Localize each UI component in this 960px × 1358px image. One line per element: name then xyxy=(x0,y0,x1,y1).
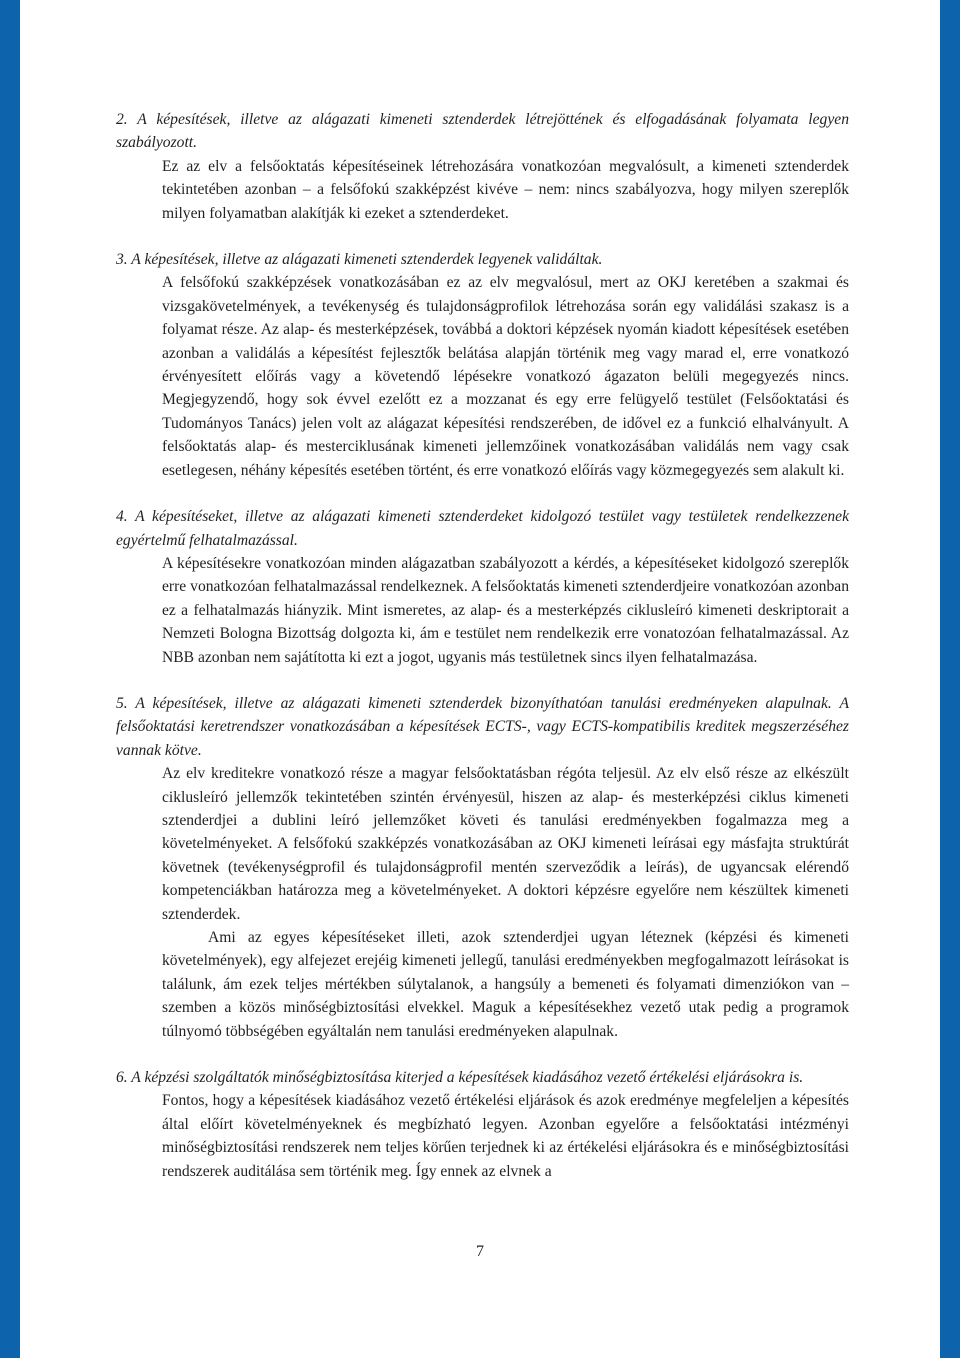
page-body xyxy=(116,108,849,1183)
left-side-bar xyxy=(0,0,20,1358)
section-4 xyxy=(116,505,849,669)
section-paragraph: A felsőfokú szakképzések vonatkozásában ez az elv megvalósul, mert az OKJ keretében a szakmai és vizsgakövetelmények, a tevékenység és tulajdonságprofilok létrehozása során egy validálási szakasz is a folyamat része. Az alap- és mesterképzések, továbbá a doktori képzések nyomán kiadott képesítések esetében azonban a validálás a képesítést fejlesztők belátása alapján történik meg vagy marad el, erre vonatkozó érvényesített előírás vagy a követendő lépésekre vonatkozó ágazaton belüli megegyezés nincs. Megjegyzendő, hogy sok évvel ezelőtt ez a mozzanat és egy erre felügyelő testület (Felsőoktatási és Tudományos Tanács) jelen volt az alágazat képesítési rendszerében, de idővel ez a funkció elhalványult. A felsőoktatás alap- és mesterciklusának kimeneti jellemzőinek vonatkozásában validálás nem vagy csak esetlegesen, néhány képesítés esetében történt, és erre vonatkozó előírás vagy közmegegyezés sem alakult ki. xyxy=(162,274,849,479)
section-paragraph: Ami az egyes képesítéseket illeti, azok sztenderdjei ugyan léteznek (képzési és kimeneti követelmények), egy alfejezet erejéig kimeneti jellegű, tanulási eredményekben megfogalmazott leírásokat is találunk, ám ezek teljes mértékben súlytalanok, a hangsúly a bemeneti és folyamati dimenziókon van – szemben a közös minőségbiztosítási elvekkel. Maguk a képesítésekhez vezető utak pedig a programok túlnyomó többségében egyáltalán nem tanulási eredményeken alapulnak. xyxy=(162,929,849,1040)
section-6 xyxy=(116,1066,849,1183)
section-3 xyxy=(116,248,849,482)
section-heading: 5. A képesítések, illetve az alágazati kimeneti sztenderdek bizonyíthatóan tanulási eredményeken alapulnak. A felsőoktatási keretrendszer vonatkozásában a képesítések ECTS-, vagy ECTS-kompatibilis kreditek megszerzéséhez vannak kötve. xyxy=(116,694,849,759)
section-heading: 2. A képesítések, illetve az alágazati kimeneti sztenderdek létrejöttének és elfogadásának folyamata legyen szabályozott. xyxy=(116,111,849,152)
section-5 xyxy=(116,692,849,1043)
section-heading: 6. A képzési szolgáltatók minőségbiztosítása kiterjed a képesítések kiadásához vezető értékelési eljárásokra is. xyxy=(116,1069,804,1087)
section-paragraph: Ez az elv a felsőoktatás képesítéseinek létrehozására vonatkozóan megvalósult, a kimeneti sztenderdek tekintetében azonban – a felsőfokú szakképzést kivéve – nem: nincs szabályozva, hogy milyen szereplők milyen folyamatban alakítják ki ezeket a sztenderdeket. xyxy=(162,157,849,222)
section-paragraph: Fontos, hogy a képesítések kiadásához vezető értékelési eljárások és azok eredménye megfeleljen a képesítés által előírt követelményeknek és megbízható legyen. Azonban egyelőre a felsőoktatási intézményi minőségbiztosítási rendszerek nem teljes körűen terjednek ki az értékelési eljárásokra és e minőségbiztosítási rendszerek auditálása sem történik meg. Így ennek az elvnek a xyxy=(162,1092,849,1180)
section-heading: 4. A képesítéseket, illetve az alágazati kimeneti sztenderdeket kidolgozó testület vagy testületek rendelkezzenek egyértelmű felhatalmazással. xyxy=(116,508,849,549)
section-paragraph: Az elv kreditekre vonatkozó része a magyar felsőoktatásban régóta teljesül. Az elv első része az elkészült ciklusleíró jellemzők tekintetében szintén érvényesül, hiszen az alap- és mesterképzési ciklus kimeneti sztenderdjei a dublini leíró jellemzőket követi és tanulási eredményekben fogalmazza meg a követelményeket. A felsőfokú szakképzés vonatkozásában az OKJ kimeneti leírásai egy másfajta struktúrát követnek (tevékenységprofil és tulajdonságprofil mentén szerveződik a leírás), de ugyancsak elérendő kompetenciákban határozza meg a követelményeket. A doktori képzésre egyelőre nem készültek kimeneti sztenderdek. xyxy=(162,765,849,923)
section-heading: 3. A képesítések, illetve az alágazati kimeneti sztenderdek legyenek validáltak. xyxy=(116,251,603,269)
section-2 xyxy=(116,108,849,225)
right-side-bar xyxy=(940,0,960,1358)
page-number: 7 xyxy=(476,1243,484,1260)
section-paragraph: A képesítésekre vonatkozóan minden alágazatban szabályozott a kérdés, a képesítéseket kidolgozó szereplők erre vonatkozóan felhatalmazással rendelkeznek. A felsőoktatás kimeneti sztenderdjeire vonatkozóan azonban ez a felhatalmazás hiányzik. Mint ismeretes, az alap- és a mesterképzés ciklusleíró kimeneti deskriptorait a Nemzeti Bologna Bizottság dolgozta ki, ám e testület nem rendelkezik erre vonatozóan felhatalmazással. Az NBB azonban nem sajátította ki ezt a jogot, ugyanis más testületnek sincs ilyen felhatalmazása. xyxy=(162,554,849,666)
